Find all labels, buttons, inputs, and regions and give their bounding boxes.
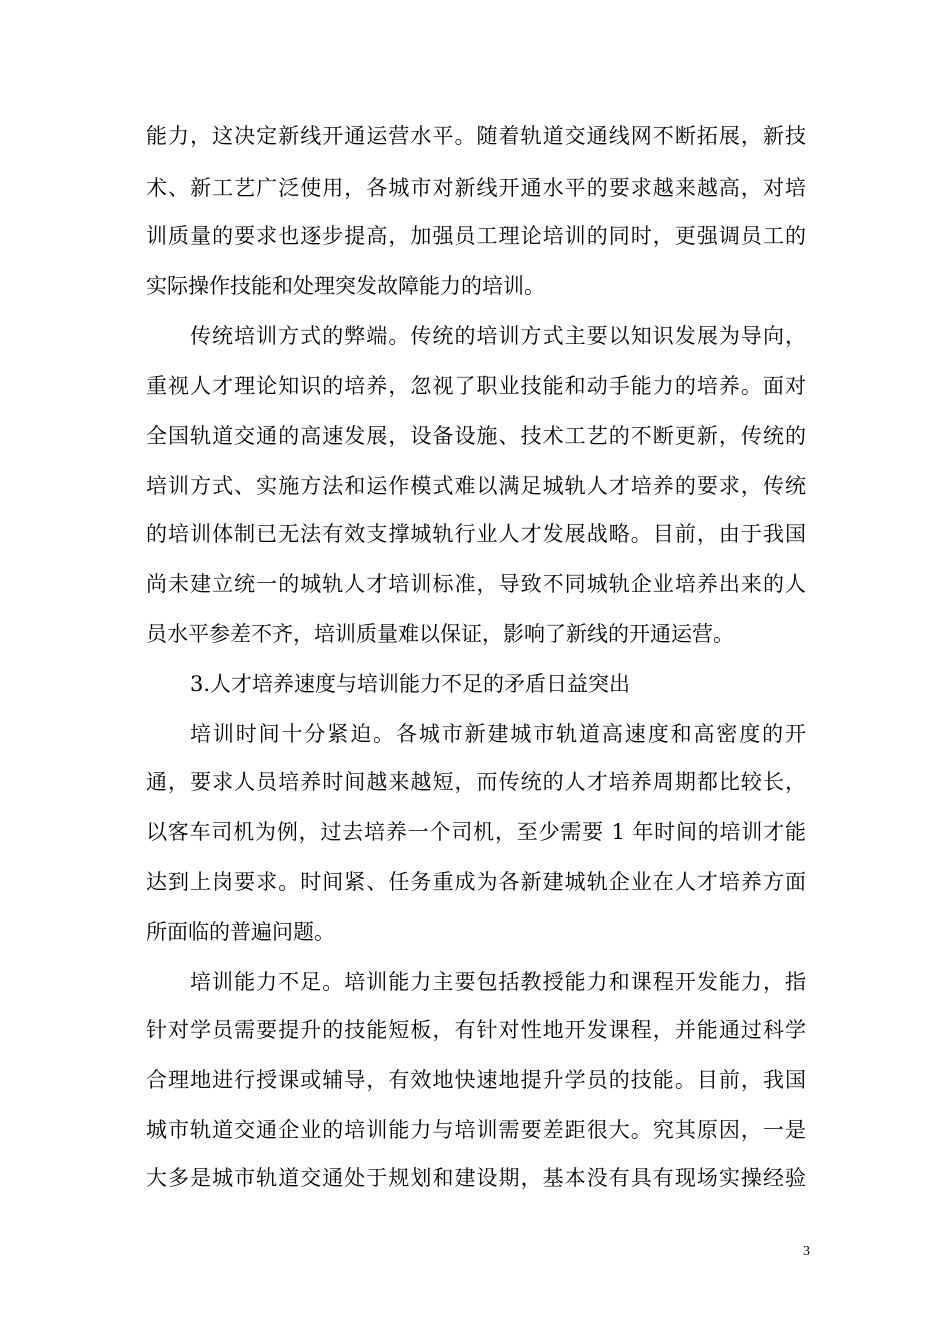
section-heading: 3.人才培养速度与培训能力不足的矛盾日益突出 [190, 672, 631, 696]
text-line: 大多是城市轨道交通处于规划和建设期，基本没有具有现场实操经验 [146, 1166, 806, 1190]
text-line: 合理地进行授课或辅导，有效地快速地提升学员的技能。目前，我国 [146, 1068, 806, 1092]
text-line: 达到上岗要求。时间紧、任务重成为各新建城轨企业在人才培养方面 [146, 870, 806, 894]
text-line: 所面临的普遍问题。 [146, 920, 335, 944]
text-line: 实际操作技能和处理突发故障能力的培训。 [146, 274, 545, 298]
text-line: 员水平参差不齐，培训质量难以保证，影响了新线的开通运营。 [146, 622, 734, 646]
text-line: 训质量的要求也逐步提高，加强员工理论培训的同时，更强调员工的 [146, 224, 806, 248]
paragraph-first-line: 培训能力不足。培训能力主要包括教授能力和课程开发能力，指 [190, 970, 806, 994]
paragraph-first-line: 培训时间十分紧迫。各城市新建城市轨道高速度和高密度的开 [190, 722, 806, 746]
text-line: 城市轨道交通企业的培训能力与培训需要差距很大。究其原因，一是 [146, 1118, 806, 1142]
text-line: 能力，这决定新线开通运营水平。随着轨道交通线网不断拓展，新技 [146, 124, 806, 148]
text-line: 针对学员需要提升的技能短板，有针对性地开发课程，并能通过科学 [146, 1018, 806, 1042]
text-line: 尚未建立统一的城轨人才培训标准，导致不同城轨企业培养出来的人 [146, 572, 806, 596]
text-line: 全国轨道交通的高速发展，设备设施、技术工艺的不断更新，传统的 [146, 424, 806, 448]
text-line: 培训方式、实施方法和运作模式难以满足城轨人才培养的要求，传统 [146, 474, 806, 498]
page-number: 3 [803, 1244, 810, 1259]
text-line: 通，要求人员培养时间越来越短，而传统的人才培养周期都比较长， [146, 770, 806, 794]
text-line: 以客车司机为例，过去培养一个司机，至少需要 1 年时间的培训才能 [146, 820, 806, 844]
text-line: 的培训体制已无法有效支撑城轨行业人才发展战略。目前，由于我国 [146, 522, 806, 546]
text-line: 重视人才理论知识的培养，忽视了职业技能和动手能力的培养。面对 [146, 374, 806, 398]
paragraph-first-line: 传统培训方式的弊端。传统的培训方式主要以知识发展为导向， [190, 324, 806, 348]
text-line: 术、新工艺广泛使用，各城市对新线开通水平的要求越来越高，对培 [146, 176, 806, 200]
